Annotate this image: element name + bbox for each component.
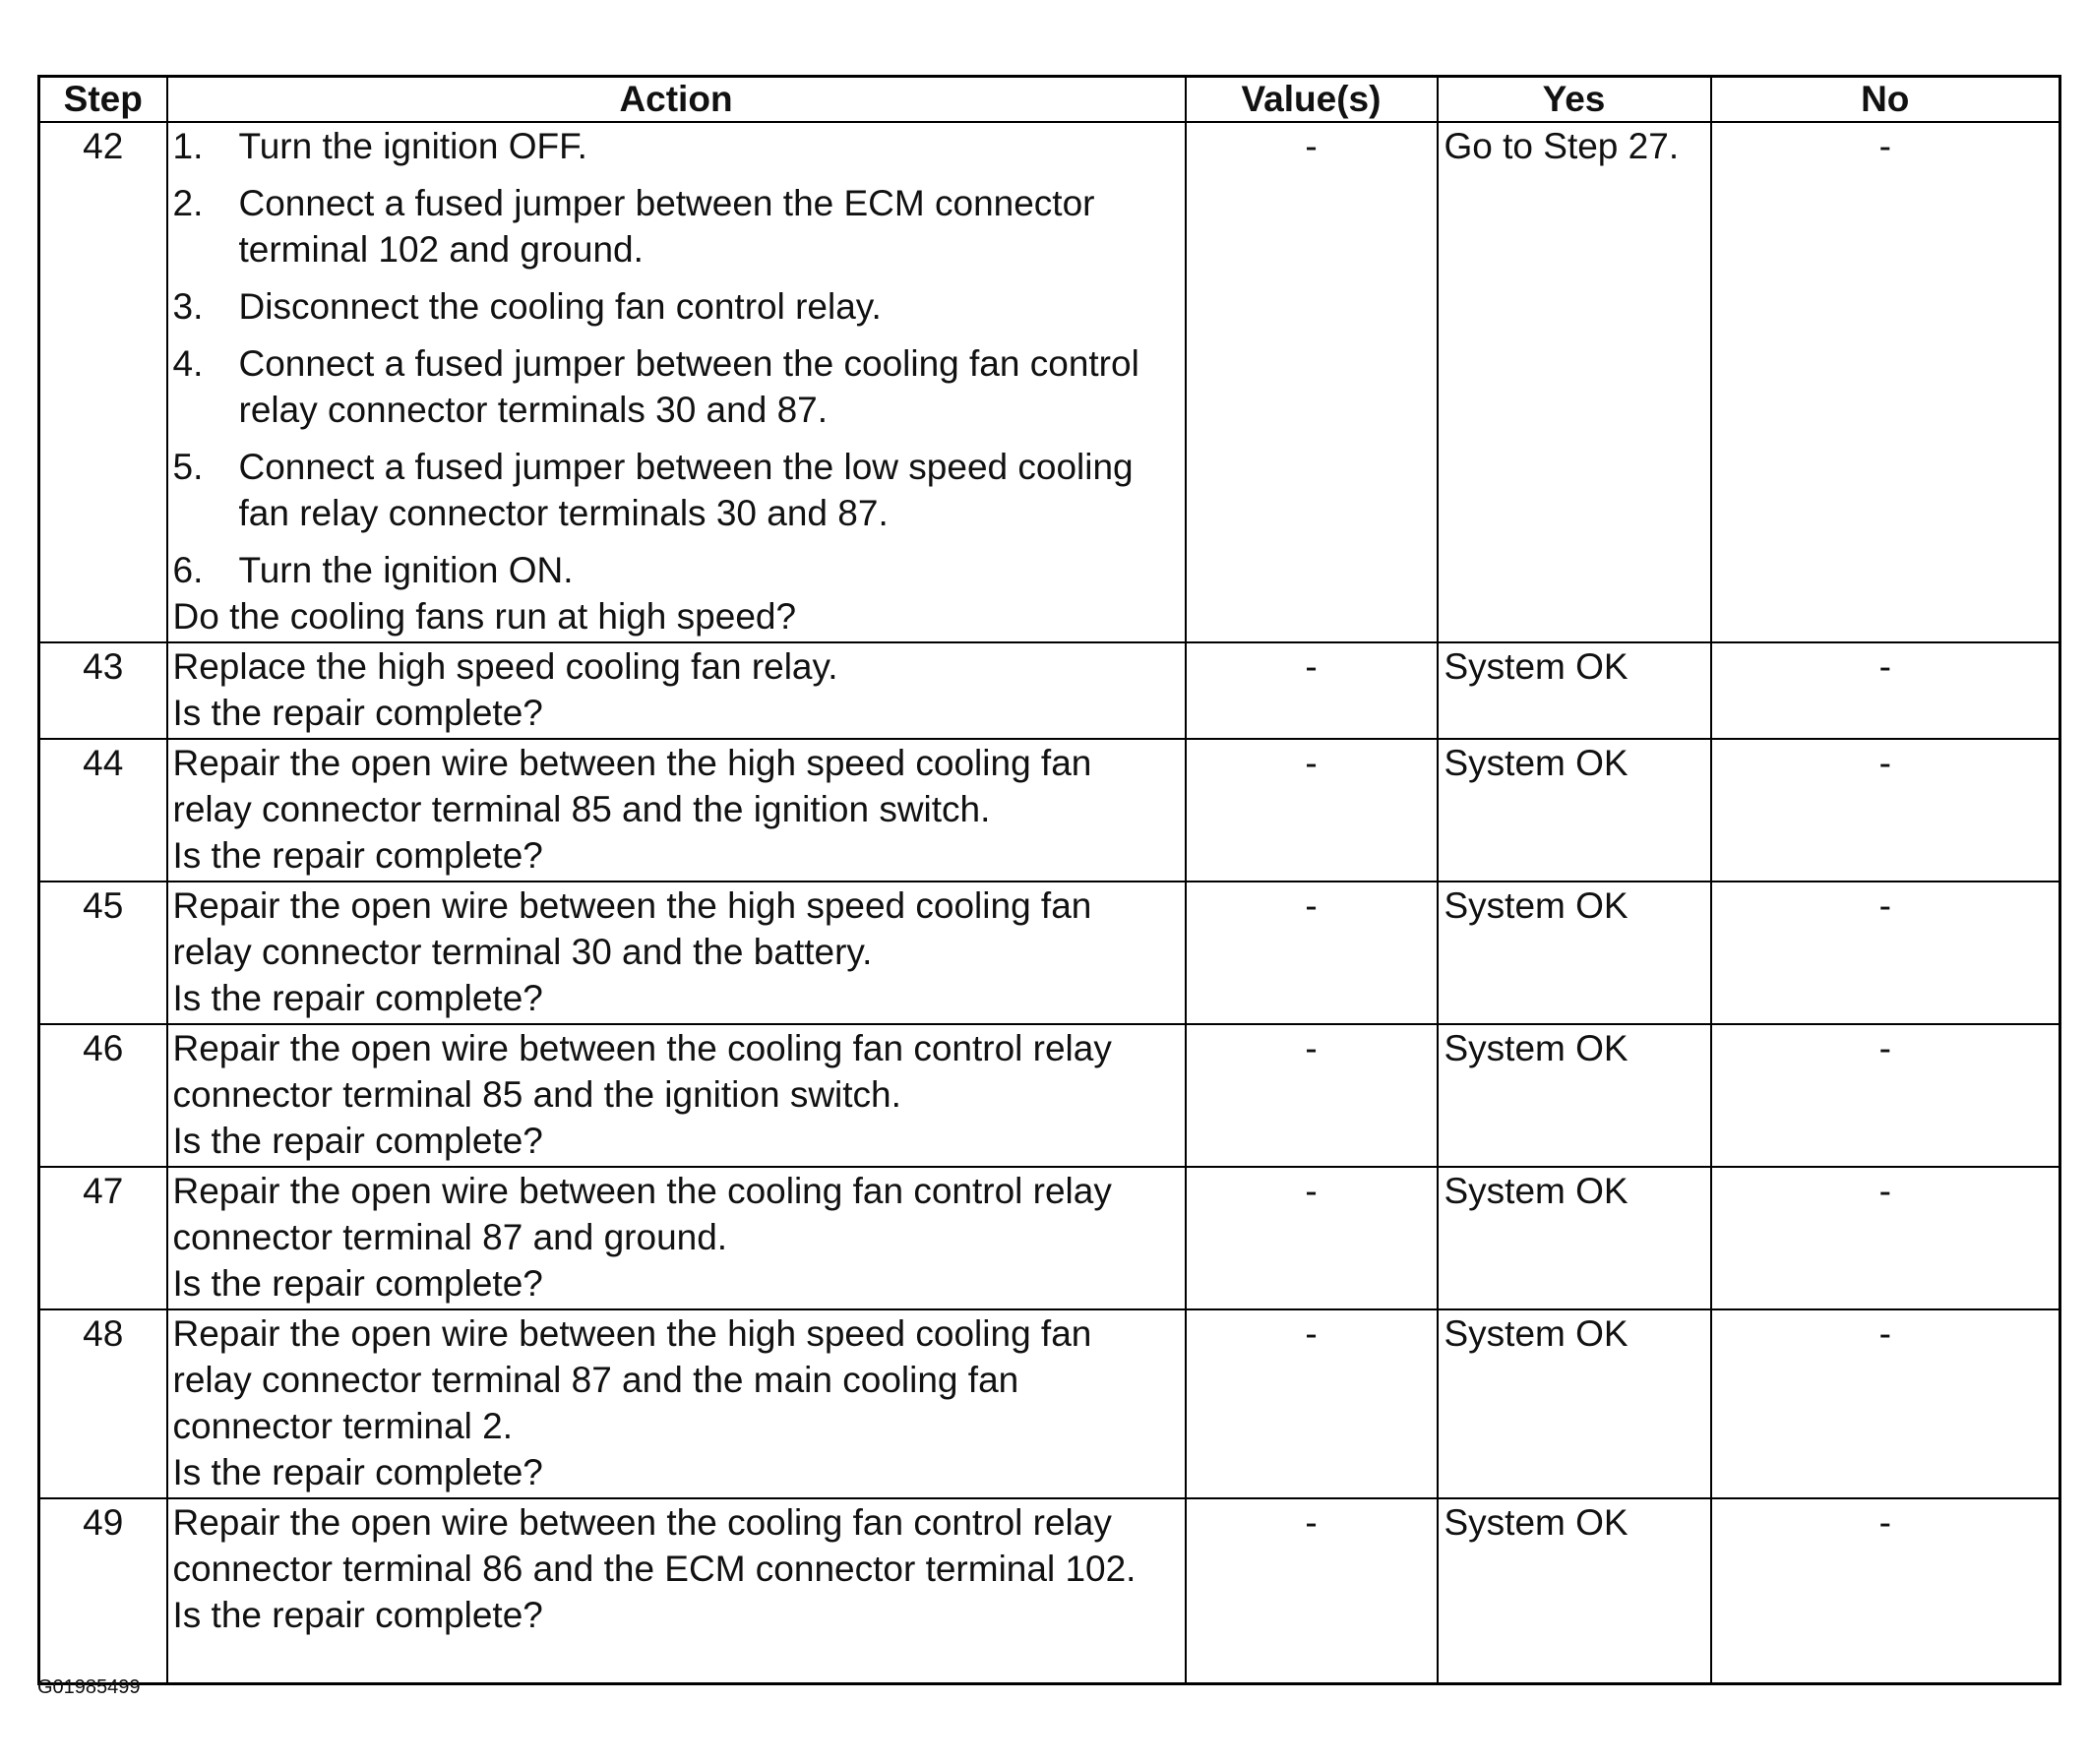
substep-number: 6.: [172, 550, 204, 590]
substep-number: 3.: [172, 286, 204, 327]
yes-cell: System OK: [1438, 1498, 1711, 1683]
header-values: Value(s): [1186, 77, 1438, 123]
header-no: No: [1711, 77, 2060, 123]
step-number: 43: [39, 642, 167, 739]
no-cell: -: [1711, 1024, 2060, 1167]
yes-cell: System OK: [1438, 1309, 1711, 1498]
question-text: Is the repair complete?: [172, 1121, 543, 1161]
action-cell: [167, 1024, 1186, 1167]
substep-text: Disconnect the cooling fan control relay.: [238, 286, 882, 327]
yes-cell: System OK: [1438, 1167, 1711, 1309]
action-text: Repair the open wire between the cooling fan control relay connector terminal 86 and the ECM connector terminal 102.: [172, 1502, 1137, 1589]
substep-number: 4.: [172, 343, 204, 384]
no-cell: -: [1711, 739, 2060, 882]
value-cell: -: [1186, 882, 1438, 1024]
substep-text: Turn the ignition OFF.: [238, 126, 587, 166]
substep-number: 5.: [172, 447, 204, 487]
value-cell: -: [1186, 1024, 1438, 1167]
substep-item: [173, 180, 1181, 273]
table-row: [39, 739, 2060, 882]
action-cell: [167, 739, 1186, 882]
table-row: [39, 882, 2060, 1024]
value-cell: -: [1186, 1498, 1438, 1683]
substep-text: Connect a fused jumper between the cooling fan control relay connector terminals 30 and 87.: [238, 343, 1139, 430]
value-cell: -: [1186, 739, 1438, 882]
no-cell: -: [1711, 1498, 2060, 1683]
substep-item: [173, 283, 1181, 330]
yes-cell: System OK: [1438, 739, 1711, 882]
yes-cell: Go to Step 27.: [1438, 122, 1711, 642]
substep-item: [173, 340, 1181, 433]
action-cell: [167, 882, 1186, 1024]
step-number: 48: [39, 1309, 167, 1498]
yes-cell: System OK: [1438, 642, 1711, 739]
table-row-step-42: [39, 122, 2060, 642]
step-number: 47: [39, 1167, 167, 1309]
substep-number: 2.: [172, 183, 204, 223]
action-cell: [167, 1309, 1186, 1498]
value-cell: -: [1186, 122, 1438, 642]
figure-id: G01985499: [37, 1676, 141, 1698]
action-cell: [167, 122, 1186, 642]
value-cell: -: [1186, 1309, 1438, 1498]
no-cell: -: [1711, 642, 2060, 739]
no-cell: -: [1711, 1167, 2060, 1309]
question-text: Is the repair complete?: [172, 1452, 543, 1492]
no-cell: -: [1711, 122, 2060, 642]
value-cell: -: [1186, 642, 1438, 739]
action-cell: [167, 642, 1186, 739]
substep-text: Connect a fused jumper between the low speed cooling fan relay connector terminals 30 and 87.: [238, 447, 1134, 533]
no-cell: -: [1711, 882, 2060, 1024]
question-text: Is the repair complete?: [172, 978, 543, 1018]
substep-text: Connect a fused jumper between the ECM connector terminal 102 and ground.: [238, 183, 1095, 270]
substep-number: 1.: [172, 126, 204, 166]
value-cell: -: [1186, 1167, 1438, 1309]
action-text: Repair the open wire between the cooling fan control relay connector terminal 85 and the ignition switch.: [172, 1028, 1112, 1115]
step-number: 44: [39, 739, 167, 882]
question-text: Is the repair complete?: [172, 693, 543, 733]
step-number: 42: [39, 122, 167, 642]
no-cell: -: [1711, 1309, 2060, 1498]
substep-text: Turn the ignition ON.: [238, 550, 574, 590]
diagnostic-table: [37, 75, 2061, 1685]
table-row: [39, 642, 2060, 739]
action-text: Repair the open wire between the high speed cooling fan relay connector terminal 30 and the battery.: [172, 885, 1092, 972]
yes-cell: System OK: [1438, 882, 1711, 1024]
action-cell: [167, 1498, 1186, 1683]
header-action: Action: [167, 77, 1186, 123]
table-row: [39, 1024, 2060, 1167]
substep-list: [173, 123, 1181, 593]
question-text: Is the repair complete?: [172, 835, 543, 876]
question-text: Is the repair complete?: [172, 1595, 543, 1635]
question-text: Is the repair complete?: [172, 1263, 543, 1304]
step-number: 45: [39, 882, 167, 1024]
substep-item: [173, 547, 1181, 593]
action-cell: [167, 1167, 1186, 1309]
question-text: Do the cooling fans run at high speed?: [172, 596, 797, 637]
action-text: Repair the open wire between the high speed cooling fan relay connector terminal 85 and the ignition switch.: [172, 743, 1092, 829]
header-yes: Yes: [1438, 77, 1711, 123]
table-row: [39, 1498, 2060, 1683]
action-text: Repair the open wire between the cooling fan control relay connector terminal 87 and ground.: [172, 1171, 1112, 1257]
step-number: 46: [39, 1024, 167, 1167]
header-step: Step: [39, 77, 167, 123]
action-text: Repair the open wire between the high speed cooling fan relay connector terminal 87 and the main cooling fan connector terminal 2.: [172, 1313, 1092, 1446]
header-row: [39, 77, 2060, 123]
yes-cell: System OK: [1438, 1024, 1711, 1167]
substep-item: [173, 444, 1181, 536]
table-row: [39, 1309, 2060, 1498]
substep-item: [173, 123, 1181, 169]
table-row: [39, 1167, 2060, 1309]
step-number: 49: [39, 1498, 167, 1683]
action-text: Replace the high speed cooling fan relay.: [172, 646, 838, 687]
